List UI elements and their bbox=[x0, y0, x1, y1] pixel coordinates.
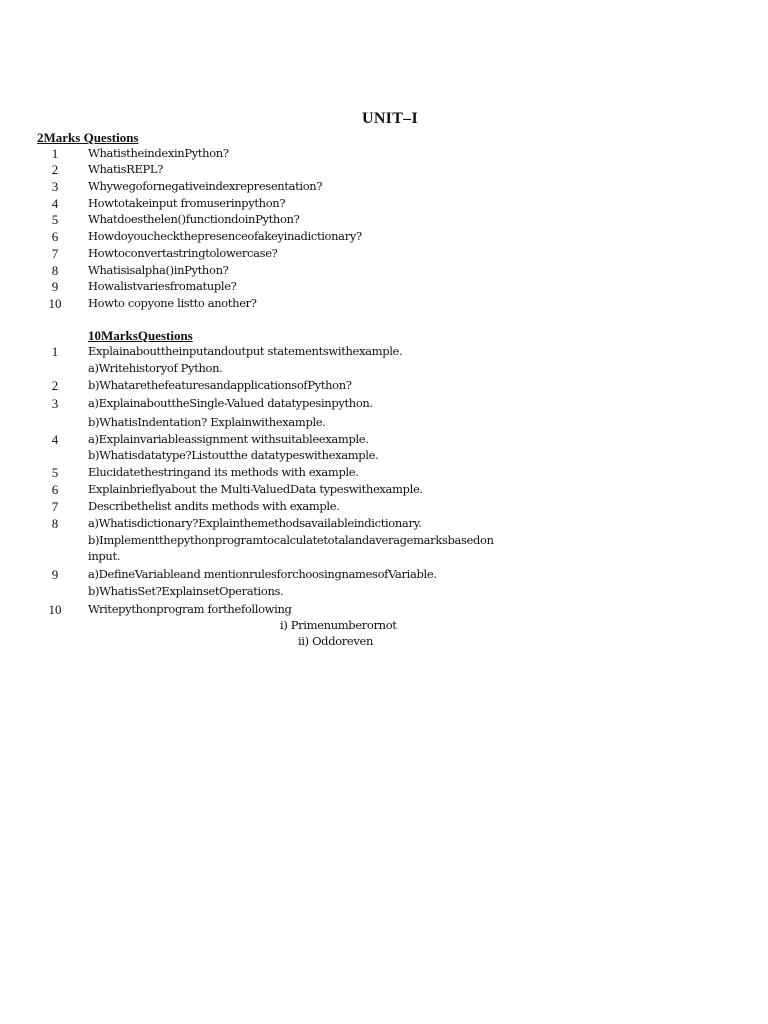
question-row bbox=[0, 344, 768, 361]
question-text: Howtotakeinput fromuserinpython? bbox=[88, 196, 286, 210]
question-text: WhatisREPL? bbox=[88, 162, 164, 176]
question-text: b)Implementthepythonprogramtocalculatetotalandaveragemarksbasedon bbox=[88, 533, 494, 547]
question-number: 5 bbox=[51, 465, 59, 480]
question-row bbox=[0, 196, 768, 213]
question-number: 3 bbox=[51, 396, 59, 411]
question-text: b)Whatisdatatype?Listoutthe datatypeswithexample. bbox=[88, 448, 379, 462]
question-row bbox=[0, 279, 768, 296]
question-number: 3 bbox=[51, 179, 59, 194]
question-number: 8 bbox=[51, 516, 59, 531]
question-row bbox=[0, 549, 768, 566]
question-number: 4 bbox=[51, 196, 59, 211]
question-text: Howtoconvertastringtolowercase? bbox=[88, 246, 278, 260]
question-text: Howto copyone listto another? bbox=[88, 296, 257, 310]
question-text: a)Explainvariableassignment withsuitableexample. bbox=[88, 432, 369, 446]
question-row bbox=[0, 396, 768, 413]
question-row bbox=[0, 432, 768, 449]
question-number: 6 bbox=[51, 229, 59, 244]
question-row bbox=[0, 533, 768, 550]
subitem-text: i) Primenumberornot bbox=[280, 618, 397, 632]
question-text: Whatisisalpha()inPython? bbox=[88, 263, 229, 277]
question-row bbox=[0, 296, 768, 313]
question-number: 10 bbox=[48, 602, 62, 617]
question-number: 9 bbox=[51, 279, 59, 294]
question-text: Whywegofornegativeindexrepresentation? bbox=[88, 179, 323, 193]
question-text: input. bbox=[88, 549, 121, 563]
question-row bbox=[0, 482, 768, 499]
question-number: 10 bbox=[48, 296, 62, 311]
question-text: b)WhatarethefeaturesandapplicationsofPython? bbox=[88, 378, 352, 392]
question-row bbox=[0, 229, 768, 246]
question-row bbox=[0, 584, 768, 601]
question-text: Howdoyoucheckthepresenceofakeyinadictionary? bbox=[88, 229, 362, 243]
question-number: 1 bbox=[51, 146, 59, 161]
question-row bbox=[0, 448, 768, 465]
question-row bbox=[0, 212, 768, 229]
question-text: a)ExplainabouttheSingle-Valued datatypesinpython. bbox=[88, 396, 373, 410]
question-row bbox=[0, 567, 768, 584]
question-row bbox=[0, 179, 768, 196]
question-number: 7 bbox=[51, 499, 59, 514]
question-text: b)WhatisSet?ExplainsetOperations. bbox=[88, 584, 284, 598]
question-number: 1 bbox=[51, 344, 59, 359]
two-marks-heading: 2Marks Questions bbox=[37, 130, 139, 145]
question-text: Howalistvariesfromatuple? bbox=[88, 279, 237, 293]
question-row bbox=[0, 263, 768, 280]
question-row bbox=[0, 246, 768, 263]
question-text: a)DefineVariableand mentionrulesforchoosingnamesofVariable. bbox=[88, 567, 437, 581]
question-row bbox=[0, 146, 768, 163]
subitem-text: ii) Oddoreven bbox=[298, 634, 374, 648]
question-row bbox=[0, 465, 768, 482]
question-row bbox=[0, 162, 768, 179]
question-text: a)Whatisdictionary?Explainthemethodsavailableindictionary. bbox=[88, 516, 422, 530]
question-number: 2 bbox=[51, 162, 59, 177]
question-number: 8 bbox=[51, 263, 59, 278]
question-number: 7 bbox=[51, 246, 59, 261]
ten-marks-heading: 10MarksQuestions bbox=[88, 328, 193, 343]
question-number: 5 bbox=[51, 212, 59, 227]
question-row bbox=[0, 516, 768, 533]
question-row bbox=[0, 602, 768, 619]
question-text: a)Writehistoryof Python. bbox=[88, 361, 223, 375]
question-text: b)WhatisIndentation? Explainwithexample. bbox=[88, 415, 326, 429]
question-text: Describethelist andits methods with example. bbox=[88, 499, 340, 513]
question-row bbox=[0, 361, 768, 378]
question-row bbox=[0, 415, 768, 432]
question-number: 4 bbox=[51, 432, 59, 447]
question-number: 2 bbox=[51, 378, 59, 393]
question-text: Elucidatethestringand its methods with example. bbox=[88, 465, 359, 479]
question-text: Explainabouttheinputandoutput statementswithexample. bbox=[88, 344, 403, 358]
question-text: Writepythonprogram forthefollowing bbox=[88, 602, 292, 616]
question-number: 6 bbox=[51, 482, 59, 497]
question-text: Whatdoesthelen()functiondoinPython? bbox=[88, 212, 300, 226]
question-text: WhatistheindexinPython? bbox=[88, 146, 229, 160]
question-row bbox=[0, 378, 768, 395]
question-text: Explainbrieflyabout the Multi-ValuedData typeswithexample. bbox=[88, 482, 423, 496]
page-title: UNIT–I bbox=[361, 110, 419, 127]
question-number: 9 bbox=[51, 567, 59, 582]
question-row bbox=[0, 499, 768, 516]
